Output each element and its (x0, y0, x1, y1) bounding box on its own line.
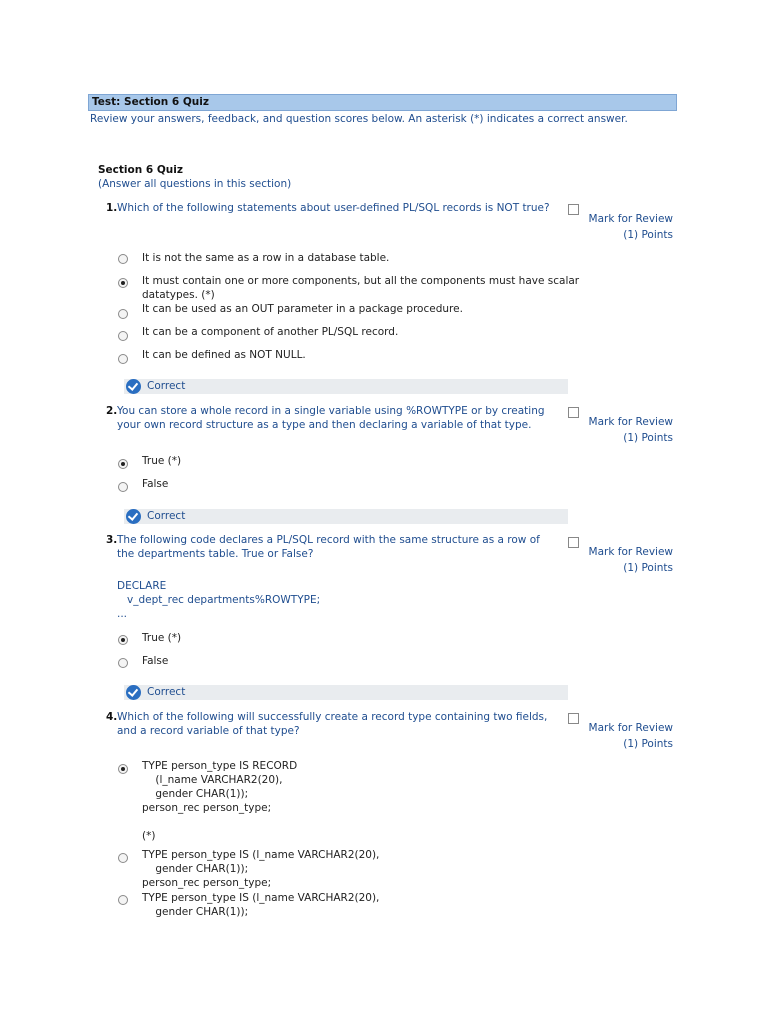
section-instructions: (Answer all questions in this section) (98, 178, 292, 190)
radio-button[interactable] (118, 853, 128, 863)
radio-button-selected[interactable] (118, 635, 128, 645)
question-points: (1) Points (623, 738, 673, 750)
checkmark-icon (126, 379, 141, 394)
mark-for-review-checkbox[interactable] (568, 537, 579, 548)
mark-for-review-label[interactable]: Mark for Review (588, 722, 673, 734)
feedback-bar (124, 379, 568, 394)
radio-button[interactable] (118, 482, 128, 492)
answer-option-text: It can be a component of another PL/SQL record. (142, 326, 399, 338)
answer-option-text: False (142, 478, 169, 490)
checkmark-icon (126, 685, 141, 700)
mark-for-review-label[interactable]: Mark for Review (588, 213, 673, 225)
feedback-text: Correct (147, 380, 186, 392)
radio-button[interactable] (118, 331, 128, 341)
feedback-text: Correct (147, 510, 186, 522)
answer-option-text: TYPE person_type IS (l_name VARCHAR2(20), gender CHAR(1)); (142, 892, 380, 918)
mark-for-review-block (580, 544, 673, 576)
mark-for-review-block (580, 720, 673, 752)
mark-for-review-block (580, 414, 673, 446)
code-snippet: DECLARE v_dept_rec departments%ROWTYPE; ... (117, 580, 321, 620)
feedback-bar (124, 509, 568, 524)
mark-for-review-label[interactable]: Mark for Review (588, 546, 673, 558)
section-title: Section 6 Quiz (98, 164, 183, 176)
question-points: (1) Points (623, 229, 673, 241)
question-number: 2. (106, 405, 118, 417)
answer-option-text: False (142, 655, 169, 667)
answer-option-text: TYPE person_type IS RECORD (l_name VARCHAR2(20), gender CHAR(1)); person_rec person_type; (*) (142, 760, 298, 842)
radio-button[interactable] (118, 354, 128, 364)
question-points: (1) Points (623, 432, 673, 444)
mark-for-review-label[interactable]: Mark for Review (588, 416, 673, 428)
mark-for-review-checkbox[interactable] (568, 204, 579, 215)
question-points: (1) Points (623, 562, 673, 574)
answer-option-text: TYPE person_type IS (l_name VARCHAR2(20), gender CHAR(1)); person_rec person_type; (142, 849, 380, 889)
answer-option-text: It must contain one or more components, but all the components must have scalar datatypes. (*) (142, 275, 580, 301)
question-text: The following code declares a PL/SQL record with the same structure as a row of the departments table. True or False? (117, 534, 540, 560)
mark-for-review-checkbox[interactable] (568, 713, 579, 724)
radio-button[interactable] (118, 658, 128, 668)
question-text: Which of the following will successfully create a record type containing two fields, and a record variable of that type? (117, 711, 548, 737)
feedback-bar (124, 685, 568, 700)
answer-option-text: It can be defined as NOT NULL. (142, 349, 306, 361)
mark-for-review-block (580, 211, 673, 243)
answer-option-text: It is not the same as a row in a database table. (142, 252, 390, 264)
page-title: Test: Section 6 Quiz (92, 96, 209, 108)
answer-option-text: True (*) (142, 632, 182, 644)
checkmark-icon (126, 509, 141, 524)
mark-for-review-checkbox[interactable] (568, 407, 579, 418)
question-number: 4. (106, 711, 118, 723)
review-instructions: Review your answers, feedback, and question scores below. An asterisk (*) indicates a correct answer. (90, 113, 628, 125)
radio-button-selected[interactable] (118, 278, 128, 288)
answer-option-text: True (*) (142, 455, 182, 467)
feedback-text: Correct (147, 686, 186, 698)
question-text: You can store a whole record in a single variable using %ROWTYPE or by creating your own record structure as a type and then declaring a variable of that type. (117, 405, 545, 431)
radio-button-selected[interactable] (118, 764, 128, 774)
radio-button[interactable] (118, 254, 128, 264)
answer-option-text: It can be used as an OUT parameter in a package procedure. (142, 303, 463, 315)
question-number: 3. (106, 534, 118, 546)
radio-button[interactable] (118, 309, 128, 319)
radio-button[interactable] (118, 895, 128, 905)
question-text: Which of the following statements about user-defined PL/SQL records is NOT true? (117, 202, 550, 214)
quiz-header-bar (88, 94, 677, 111)
radio-button-selected[interactable] (118, 459, 128, 469)
question-number: 1. (106, 202, 118, 214)
